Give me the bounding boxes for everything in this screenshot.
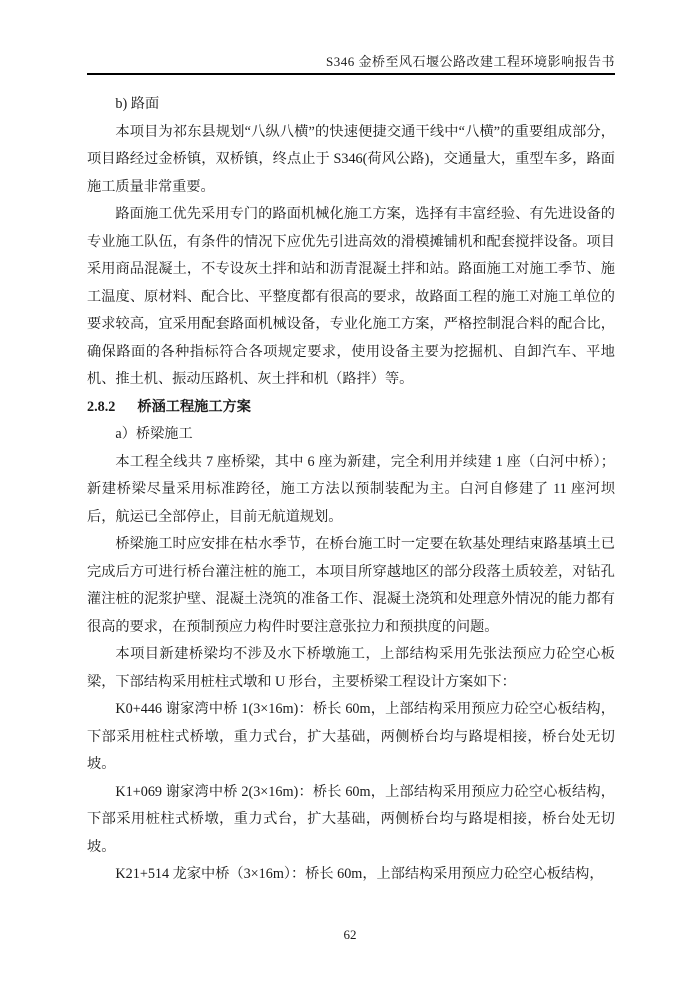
- para-bridge-structure-design: 本项目新建桥梁均不涉及水下桥墩施工，上部结构采用先张法预应力砼空心板梁，下部结构采用桩柱式墩和 U 形台，主要桥梁工程设计方案如下：: [87, 646, 615, 690]
- document-body: [87, 91, 615, 889]
- page-header: [87, 54, 615, 75]
- running-header-title: S346 金桥至风石堰公路改建工程环境影响报告书: [326, 54, 615, 69]
- para-pavement-machinery: 路面施工优先采用专门的路面机械化施工方案，选择有丰富经验、有先进设备的专业施工队伍，有条件的情况下应优先引进高效的滑模摊铺机和配套搅拌设备。项目采用商品混凝土，不专设灰土拌和站和沥青混凝土拌和站。路面施工对施工季节、施工温度、原材料、配合比、平整度都有很高的要求，故路面工程的施工对施工单位的要求较高，宜采用配套路面机械设备，专业化施工方案，严格控制混合料的配合比，确保路面的各种指标符合各项规定要求，使用设备主要为挖掘机、自卸汽车、平地机、推土机、振动压路机、灰土拌和机（路拌）等。: [87, 206, 615, 387]
- para-bridge-k0-446: K0+446 谢家湾中桥 1(3×16m)：桥长 60m，上部结构采用预应力砼空心板结构，下部采用桩柱式桥墩，重力式台，扩大基础，两侧桥台均与路堤相接，桥台处无切坡。: [87, 701, 615, 772]
- section-number: 2.8.2: [87, 398, 116, 415]
- para-bridge-k1-069: K1+069 谢家湾中桥 2(3×16m)：桥长 60m，上部结构采用预应力砼空心板结构，下部采用桩柱式桥墩，重力式台，扩大基础，两侧桥台均与路堤相接，桥台处无切坡。: [87, 783, 615, 855]
- para-bridge-overview: 本工程全线共 7 座桥梁，其中 6 座为新建，完全利用并续建 1 座（白河中桥）；新建桥梁尽量采用标准跨径，施工方法以预制装配为主。白河自修建了 11 座河坝后，航运已全部停止，目前无航道规划。: [87, 453, 615, 525]
- para-bridge-dry-season: 桥梁施工时应安排在枯水季节，在桥台施工时一定要在软基处理结束路基填土已完成后方可进行桥台灌注桩的施工，本项目所穿越地区的部分段落土质较差，对钻孔灌注桩的泥浆护壁、混凝土浇筑的准备工作、混凝土浇筑和处理意外情况的能力都有很高的要求，在预制预应力构件时要注意张拉力和预拱度的问题。: [87, 536, 615, 635]
- para-project-overview: 本项目为祁东县规划“八纵八横”的快速便捷交通干线中“八横”的重要组成部分，项目路经过金桥镇，双桥镇，终点止于 S346(荷风公路)，交通量大，重型车多，路面施工质量非常重要。: [87, 123, 615, 195]
- subheading-a-bridge-construction: a）桥梁施工: [115, 426, 193, 442]
- section-heading-2-8-2: [87, 394, 615, 422]
- para-bridge-k21-514: K21+514 龙家中桥（3×16m）：桥长 60m，上部结构采用预应力砼空心板结构，: [115, 866, 604, 882]
- page-number: 62: [343, 927, 357, 942]
- page-footer: [0, 927, 700, 943]
- subheading-b-road-surface: b) 路面: [115, 96, 160, 112]
- section-title: 桥涵工程施工方案: [137, 398, 251, 415]
